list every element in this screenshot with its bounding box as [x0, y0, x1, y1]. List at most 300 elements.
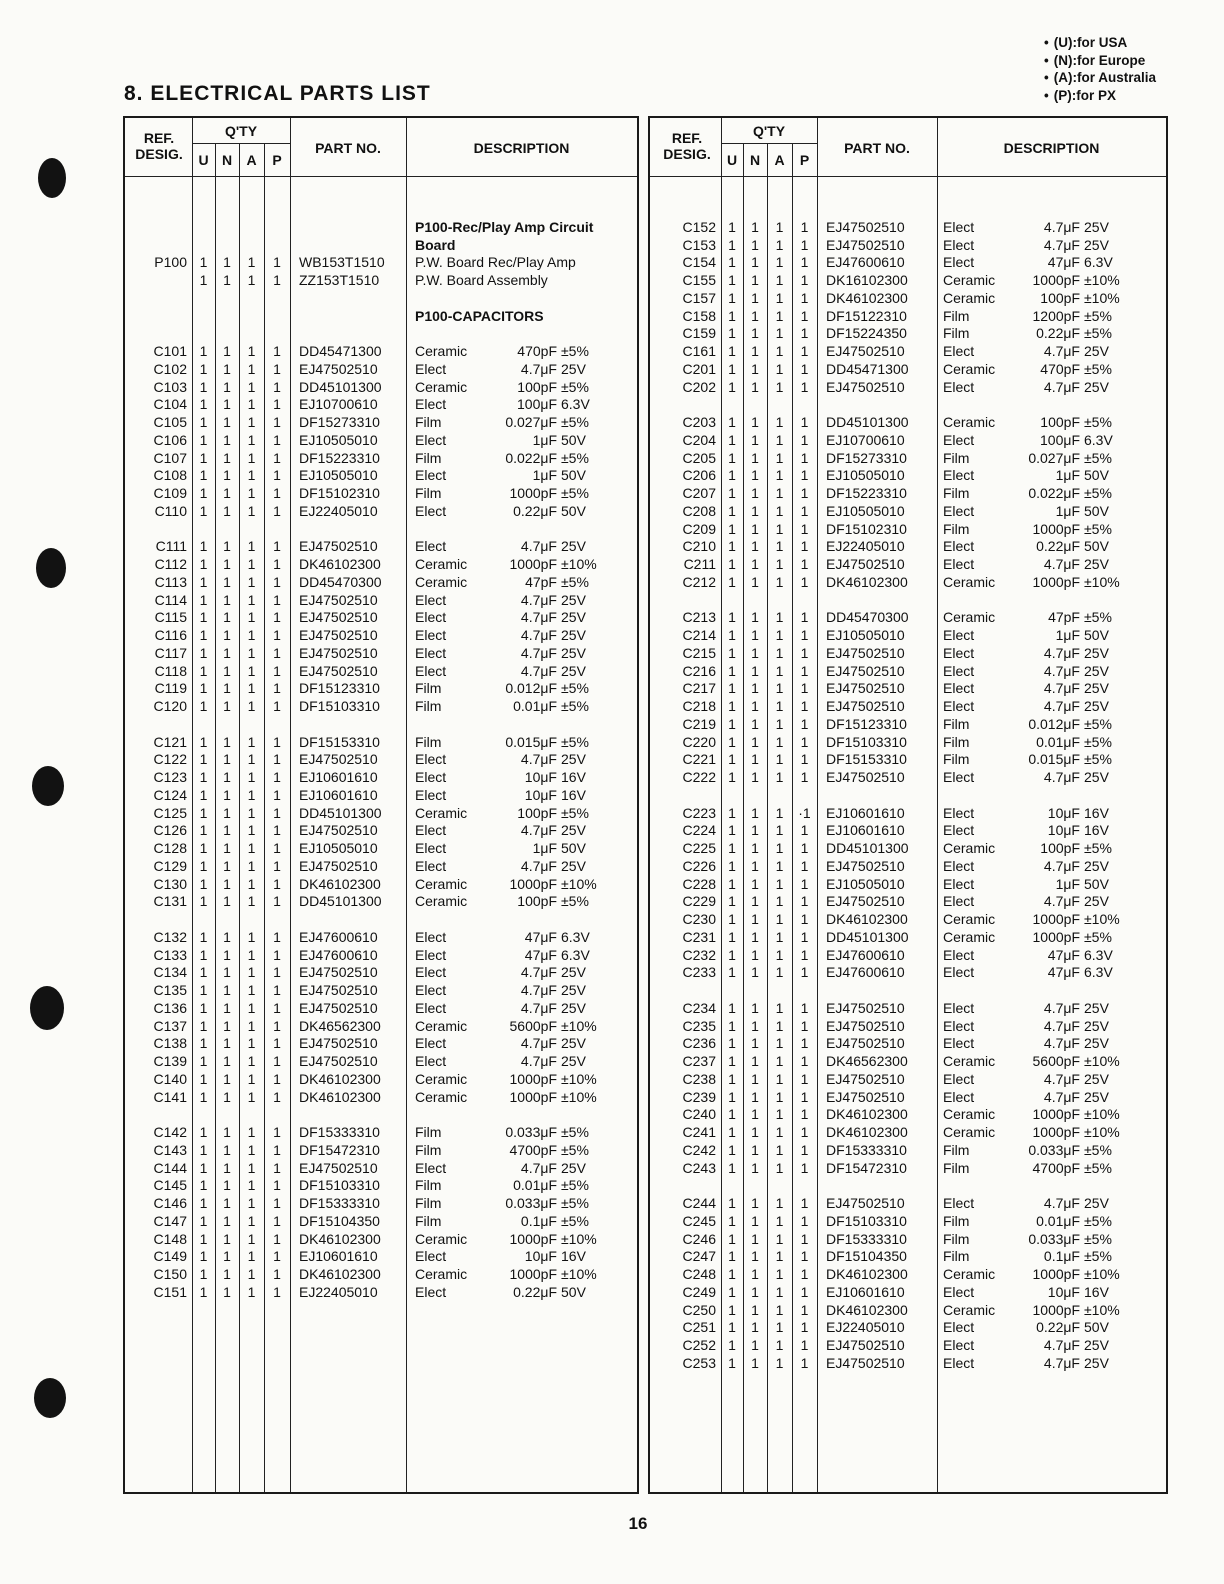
- part-number: EJ10601610: [826, 804, 905, 821]
- ref-desig: C106: [153, 431, 187, 448]
- part-value: 4.7μF: [520, 822, 557, 839]
- qty-p: 1: [273, 485, 281, 501]
- qty-u: 1: [199, 431, 208, 448]
- part-type: Elect: [415, 822, 447, 839]
- part-value: 4.7μF: [520, 982, 557, 998]
- part-number: DF15102310: [299, 485, 380, 501]
- ref-desig: C110: [154, 502, 187, 519]
- part-number: DK46102300: [299, 556, 381, 572]
- part-rating: ±10%: [561, 556, 597, 572]
- qty-a: 1: [775, 272, 784, 288]
- part-type: Elect: [415, 946, 447, 963]
- ref-desig: C132: [153, 928, 187, 945]
- qty-u: 1: [728, 343, 736, 359]
- qty-u: 1: [199, 449, 208, 466]
- ref-desig: C109: [153, 485, 187, 501]
- qty-u: 1: [199, 928, 208, 945]
- ref-desig: C204: [682, 431, 716, 448]
- part-type: Film: [415, 1124, 442, 1140]
- part-value: 4.7μF: [520, 662, 557, 679]
- part-number: EJ47502510: [299, 609, 378, 626]
- qty-n: 1: [751, 520, 759, 537]
- part-value: 1000pF: [509, 1088, 557, 1105]
- ref-desig: C153: [682, 236, 716, 253]
- ref-desig: C220: [682, 733, 716, 750]
- qty-u: 1: [199, 1070, 208, 1087]
- part-rating: 50V: [561, 840, 586, 856]
- header-qty-a: A: [774, 152, 785, 168]
- part-number: DK46102300: [299, 1230, 381, 1247]
- part-rating: ±5%: [561, 680, 589, 697]
- qty-a: 1: [775, 1159, 784, 1176]
- ref-desig: C244: [682, 1195, 716, 1211]
- qty-p: 1: [800, 414, 809, 430]
- qty-u: 1: [199, 414, 208, 430]
- part-number: EJ10505010: [299, 467, 378, 484]
- part-rating: ±5%: [561, 1124, 589, 1140]
- ref-desig: C219: [682, 715, 716, 732]
- qty-u: 1: [199, 1053, 208, 1069]
- qty-p: 1: [273, 1088, 281, 1105]
- qty-a: 1: [775, 1088, 784, 1105]
- part-value: 47pF: [525, 573, 557, 590]
- part-value: 4.7μF: [520, 1159, 557, 1176]
- ref-desig: C121: [153, 733, 187, 750]
- qty-p: 1: [800, 325, 809, 342]
- qty-u: 1: [199, 964, 208, 981]
- qty-u: 1: [728, 857, 736, 874]
- part-value: 4.7μF: [1043, 378, 1080, 395]
- qty-u: 1: [199, 751, 208, 768]
- qty-u: 1: [728, 538, 736, 555]
- ref-desig: C123: [153, 769, 187, 785]
- part-rating: 25V: [561, 591, 586, 608]
- qty-p: 1: [800, 893, 809, 910]
- qty-a: 1: [775, 893, 784, 910]
- part-type: Ceramic: [415, 1088, 468, 1105]
- qty-a: 1: [775, 1212, 784, 1229]
- qty-u: 1: [728, 360, 736, 377]
- part-number: DK46102300: [299, 1088, 381, 1105]
- qty-a: 1: [775, 1017, 784, 1034]
- part-type: Elect: [415, 431, 447, 448]
- part-type: Ceramic: [415, 556, 468, 572]
- ref-desig: C112: [154, 556, 187, 572]
- qty-a: 1: [247, 502, 256, 519]
- part-type: Elect: [943, 662, 975, 679]
- qty-p: ·1: [798, 804, 811, 821]
- qty-u: 1: [728, 254, 736, 271]
- part-number: DK46102300: [299, 1266, 381, 1282]
- qty-n: 1: [223, 1230, 231, 1247]
- header-qty-p: P: [272, 152, 282, 168]
- part-rating: ±10%: [561, 875, 597, 892]
- qty-p: 1: [800, 733, 809, 750]
- qty-u: 1: [199, 733, 208, 750]
- part-rating: ±5%: [561, 893, 589, 910]
- part-value: 0.22μF: [513, 1283, 557, 1300]
- part-number: DF15472310: [826, 1159, 907, 1176]
- qty-u: 1: [728, 236, 736, 253]
- part-number: EJ10601610: [299, 769, 378, 785]
- ref-desig: C217: [682, 680, 716, 697]
- part-number: DK46102300: [826, 1124, 908, 1140]
- ref-desig: C151: [153, 1283, 187, 1300]
- part-rating: 50V: [561, 467, 586, 484]
- qty-n: 1: [751, 1035, 759, 1052]
- ref-desig: C136: [153, 999, 187, 1016]
- ref-desig: C243: [682, 1159, 716, 1176]
- part-value: 0.1μF: [520, 1212, 557, 1229]
- ref-desig: C211: [683, 556, 716, 572]
- qty-u: 1: [199, 556, 208, 572]
- qty-n: 1: [751, 1266, 759, 1282]
- qty-p: 1: [800, 307, 809, 324]
- qty-u: 1: [728, 1248, 736, 1265]
- part-number: DD45470300: [299, 573, 382, 590]
- part-value: 4.7μF: [1043, 236, 1080, 253]
- qty-n: 1: [223, 254, 231, 271]
- part-type: P.W. Board Rec/Play Amp: [415, 254, 576, 271]
- part-number: EJ22405010: [826, 1319, 905, 1336]
- part-type: Film: [415, 733, 442, 750]
- part-type: Ceramic: [415, 893, 468, 910]
- ref-desig: C113: [154, 573, 187, 590]
- part-value: 1μF: [1055, 467, 1080, 484]
- ref-desig: C201: [682, 360, 716, 377]
- part-type: Film: [943, 1248, 970, 1265]
- part-type: Elect: [415, 609, 447, 626]
- qty-a: 1: [775, 414, 784, 430]
- part-number: DF15153310: [299, 733, 380, 750]
- part-rating: ±5%: [1084, 1230, 1112, 1247]
- qty-p: 1: [273, 840, 281, 856]
- part-value: 1000pF: [1032, 1106, 1080, 1123]
- qty-u: 1: [199, 254, 208, 271]
- qty-n: 1: [751, 1283, 759, 1300]
- qty-a: 1: [247, 840, 256, 856]
- qty-u: 1: [199, 1230, 208, 1247]
- qty-u: 1: [728, 964, 736, 981]
- qty-p: 1: [273, 680, 281, 697]
- part-type: Elect: [943, 627, 975, 643]
- part-value: 4.7μF: [1043, 893, 1080, 910]
- part-type: Elect: [943, 1017, 975, 1034]
- part-type: Elect: [415, 840, 447, 856]
- part-value: 0.01μF: [1036, 733, 1080, 750]
- qty-u: 1: [728, 1124, 736, 1140]
- part-number: DF15102310: [826, 520, 907, 537]
- region-legend: [1044, 34, 1156, 104]
- qty-n: 1: [223, 1017, 231, 1034]
- part-type: Elect: [415, 591, 447, 608]
- qty-p: 1: [800, 1159, 809, 1176]
- part-value: 100pF: [1040, 414, 1080, 430]
- qty-n: 1: [751, 289, 759, 306]
- qty-n: 1: [751, 893, 759, 910]
- part-value: 0.012μF: [505, 680, 557, 697]
- part-type: Film: [415, 1177, 442, 1194]
- qty-u: 1: [728, 999, 736, 1016]
- ref-desig: C111: [155, 538, 187, 555]
- part-number: DF15103310: [826, 1212, 907, 1229]
- part-value: 4.7μF: [1043, 1354, 1080, 1371]
- part-number: DD45101300: [299, 804, 382, 821]
- qty-p: 1: [273, 964, 281, 981]
- part-type: Elect: [943, 857, 975, 874]
- qty-a: 1: [775, 1337, 784, 1353]
- qty-p: 1: [800, 857, 809, 874]
- qty-a: 1: [247, 999, 256, 1016]
- part-type: Ceramic: [943, 289, 996, 306]
- qty-n: 1: [751, 840, 759, 856]
- qty-p: 1: [273, 786, 281, 803]
- qty-n: 1: [751, 857, 759, 874]
- qty-p: 1: [800, 1124, 809, 1140]
- part-number: EJ47502510: [826, 1354, 905, 1371]
- qty-u: 1: [728, 307, 736, 324]
- part-type: Ceramic: [943, 272, 996, 288]
- part-rating: 25V: [1084, 769, 1109, 785]
- ref-desig: C159: [682, 325, 716, 342]
- qty-p: 1: [800, 289, 809, 306]
- qty-p: 1: [800, 928, 809, 945]
- qty-p: 1: [800, 520, 809, 537]
- section-heading-text: Board: [415, 236, 456, 253]
- qty-u: 1: [199, 1248, 208, 1265]
- qty-a: 1: [247, 1088, 256, 1105]
- part-rating: 25V: [1084, 1035, 1109, 1052]
- ref-desig: C210: [682, 538, 716, 555]
- qty-a: 1: [775, 1301, 784, 1318]
- part-number: EJ47502510: [826, 999, 905, 1016]
- qty-n: 1: [751, 964, 759, 981]
- qty-p: 1: [800, 343, 809, 359]
- part-value: 1000pF: [509, 485, 557, 501]
- part-rating: ±5%: [1084, 360, 1112, 377]
- qty-a: 1: [775, 360, 784, 377]
- qty-a: 1: [775, 911, 784, 927]
- ref-desig: C125: [153, 804, 187, 821]
- ref-desig: C213: [682, 609, 716, 626]
- ref-desig: C115: [154, 609, 187, 626]
- part-number: EJ47502510: [826, 857, 905, 874]
- part-value: 100pF: [517, 378, 557, 395]
- part-rating: 50V: [561, 1283, 586, 1300]
- qty-n: 1: [223, 627, 231, 643]
- part-type: Elect: [943, 964, 975, 981]
- part-number: EJ47502510: [299, 1053, 378, 1069]
- part-rating: 25V: [561, 644, 586, 661]
- part-number: EJ47502510: [826, 1035, 905, 1052]
- qty-a: 1: [775, 520, 784, 537]
- part-type: Elect: [943, 1319, 975, 1336]
- qty-n: 1: [223, 1088, 231, 1105]
- qty-a: 1: [247, 1053, 256, 1069]
- qty-p: 1: [273, 573, 281, 590]
- qty-a: 1: [775, 1124, 784, 1140]
- part-rating: 25V: [1084, 1070, 1109, 1087]
- qty-n: 1: [751, 431, 759, 448]
- qty-n: 1: [751, 378, 759, 395]
- ref-desig: C247: [682, 1248, 716, 1265]
- qty-n: 1: [751, 662, 759, 679]
- part-type: Ceramic: [943, 1301, 996, 1318]
- qty-n: 1: [751, 1159, 759, 1176]
- part-rating: 16V: [561, 1248, 586, 1265]
- qty-p: 1: [273, 343, 281, 359]
- qty-a: 1: [775, 609, 784, 626]
- part-rating: 25V: [561, 1159, 586, 1176]
- qty-a: 1: [247, 1230, 256, 1247]
- part-type: Film: [943, 751, 970, 768]
- qty-a: 1: [247, 1035, 256, 1052]
- part-rating: ±5%: [1084, 414, 1112, 430]
- ref-desig: C103: [153, 378, 187, 395]
- part-type: Ceramic: [415, 343, 468, 359]
- part-rating: 25V: [561, 1035, 586, 1052]
- qty-n: 1: [751, 1230, 759, 1247]
- part-rating: 25V: [1084, 857, 1109, 874]
- header-description: DESCRIPTION: [473, 140, 570, 156]
- qty-u: 1: [199, 982, 208, 998]
- qty-n: 1: [223, 360, 231, 377]
- part-number: EJ47502510: [299, 751, 378, 768]
- ref-desig: C150: [153, 1266, 187, 1282]
- part-value: 0.22μF: [1036, 538, 1080, 555]
- qty-p: 1: [800, 378, 809, 395]
- part-value: 1000pF: [1032, 1266, 1080, 1282]
- qty-a: 1: [247, 1248, 256, 1265]
- qty-u: 1: [728, 1070, 736, 1087]
- part-number: EJ47502510: [299, 1035, 378, 1052]
- ref-desig: C130: [153, 875, 187, 892]
- part-type: Elect: [943, 875, 975, 892]
- ref-desig: C253: [682, 1354, 716, 1371]
- part-rating: ±5%: [561, 1195, 589, 1211]
- part-value: 4.7μF: [1043, 556, 1080, 572]
- part-rating: 50V: [1084, 875, 1109, 892]
- qty-a: 1: [775, 662, 784, 679]
- qty-p: 1: [273, 1266, 281, 1282]
- qty-n: 1: [223, 840, 231, 856]
- ref-desig: C251: [682, 1319, 716, 1336]
- ref-desig: C207: [682, 485, 716, 501]
- part-number: EJ47600610: [826, 946, 905, 963]
- part-type: Film: [415, 680, 442, 697]
- parts-table-left: [123, 116, 639, 1494]
- part-rating: ±5%: [561, 804, 589, 821]
- part-type: Elect: [943, 1088, 975, 1105]
- qty-n: 1: [223, 999, 231, 1016]
- part-number: DD45101300: [826, 414, 909, 430]
- part-value: 0.033μF: [1028, 1141, 1080, 1158]
- part-rating: 25V: [1084, 662, 1109, 679]
- qty-n: 1: [223, 1124, 231, 1140]
- qty-u: 1: [199, 272, 208, 288]
- ref-desig: C128: [153, 840, 187, 856]
- qty-u: 1: [728, 822, 736, 839]
- qty-a: 1: [247, 591, 256, 608]
- qty-p: 1: [273, 1070, 281, 1087]
- qty-a: 1: [247, 449, 256, 466]
- part-rating: 16V: [1084, 804, 1109, 821]
- part-type: Elect: [415, 396, 447, 413]
- qty-n: 1: [223, 1177, 231, 1194]
- qty-u: 1: [728, 414, 736, 430]
- ref-desig: C140: [153, 1070, 187, 1087]
- qty-n: 1: [751, 627, 759, 643]
- part-value: 4.7μF: [1043, 769, 1080, 785]
- part-rating: ±5%: [561, 449, 589, 466]
- ref-desig: C225: [682, 840, 716, 856]
- qty-n: 1: [223, 804, 231, 821]
- qty-n: 1: [223, 538, 231, 555]
- header-ref-desig: REF. DESIG.: [663, 130, 711, 162]
- qty-p: 1: [273, 627, 281, 643]
- part-number: EJ47502510: [826, 236, 905, 253]
- qty-a: 1: [775, 485, 784, 501]
- part-type: Ceramic: [943, 1266, 996, 1282]
- qty-n: 1: [751, 609, 759, 626]
- qty-p: 1: [273, 556, 281, 572]
- qty-a: 1: [247, 680, 256, 697]
- qty-u: 1: [199, 1283, 208, 1300]
- part-value: 10μF: [524, 1248, 557, 1265]
- part-type: P.W. Board Assembly: [415, 272, 548, 288]
- qty-u: 1: [728, 467, 736, 484]
- qty-u: 1: [728, 644, 736, 661]
- qty-a: 1: [247, 1177, 256, 1194]
- part-number: DF15103310: [299, 1177, 380, 1194]
- qty-p: 1: [273, 769, 281, 785]
- qty-a: 1: [247, 360, 256, 377]
- part-number: EJ10601610: [826, 1283, 905, 1300]
- part-number: EJ10505010: [299, 431, 378, 448]
- part-number: EJ22405010: [299, 502, 378, 519]
- qty-n: 1: [751, 644, 759, 661]
- qty-p: 1: [800, 769, 809, 785]
- qty-u: 1: [728, 218, 736, 235]
- qty-p: 1: [800, 1088, 809, 1105]
- part-value: 47μF: [524, 928, 557, 945]
- part-value: 1μF: [1055, 875, 1080, 892]
- qty-n: 1: [223, 272, 231, 288]
- qty-p: 1: [273, 893, 281, 910]
- part-rating: 25V: [1084, 1354, 1109, 1371]
- ref-desig: C141: [153, 1088, 187, 1105]
- part-rating: ±5%: [1084, 449, 1112, 466]
- qty-a: 1: [247, 1266, 256, 1282]
- qty-a: 1: [775, 467, 784, 484]
- part-number: DF15123310: [826, 715, 907, 732]
- part-type: Film: [943, 1159, 970, 1176]
- part-value: 100pF: [517, 804, 557, 821]
- part-value: 1μF: [532, 467, 557, 484]
- part-type: Elect: [943, 1337, 975, 1353]
- qty-u: 1: [199, 1266, 208, 1282]
- qty-p: 1: [273, 467, 281, 484]
- ref-desig: C152: [682, 218, 716, 235]
- part-number: DD45471300: [826, 360, 909, 377]
- qty-u: 1: [199, 999, 208, 1016]
- part-type: Elect: [415, 751, 447, 768]
- part-type: Ceramic: [415, 1070, 468, 1087]
- qty-a: 1: [775, 928, 784, 945]
- part-type: Elect: [415, 644, 447, 661]
- part-type: Ceramic: [415, 1017, 468, 1034]
- qty-n: 1: [751, 538, 759, 555]
